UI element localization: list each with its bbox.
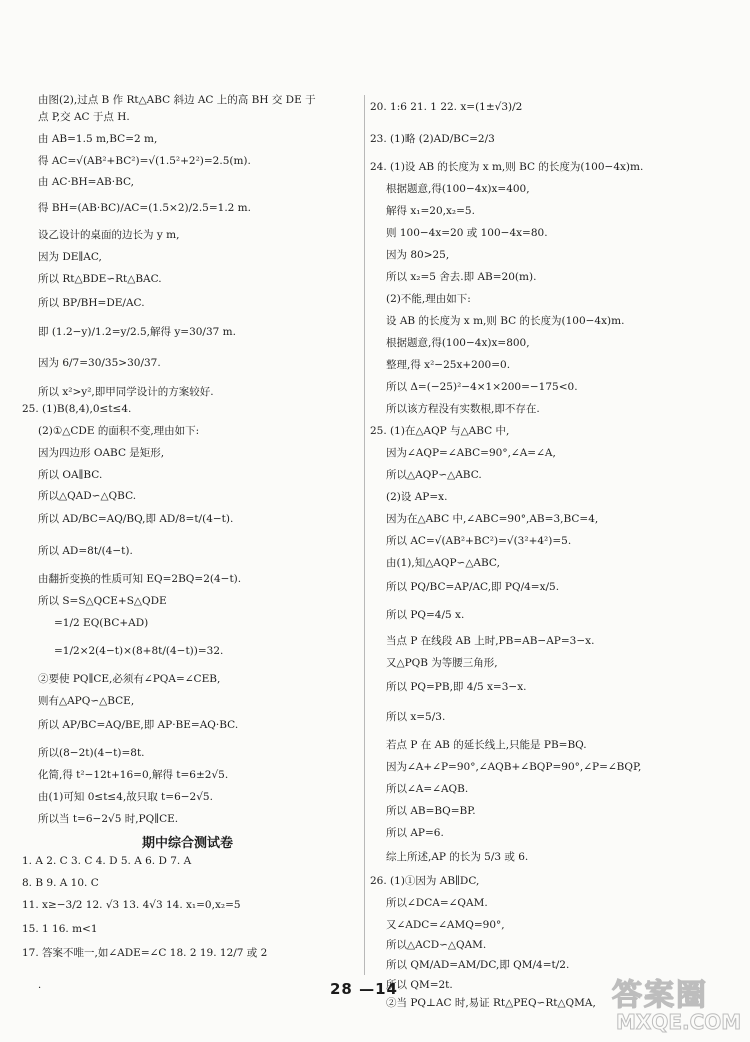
text-line: 因为∠A+∠P=90°,∠AQB+∠BQP=90°,∠P=∠BQP, — [386, 761, 642, 773]
answer-line: 15. 1 16. m<1 — [22, 923, 98, 935]
text-line: (2)不能,理由如下: — [386, 293, 471, 305]
text-line: 所以 x²>y²,即甲同学设计的方案较好. — [38, 386, 214, 398]
text-line: 所以∠DCA=∠QAM. — [386, 897, 488, 909]
text-line: 所以 AP/BC=AQ/BE,即 AP·BE=AQ·BC. — [38, 719, 239, 731]
text-line: 所以 QM=2t. — [386, 979, 453, 991]
column-divider — [364, 95, 365, 975]
answer-line: 8. B 9. A 10. C — [22, 877, 99, 889]
text-line: 由 AB=1.5 m,BC=2 m, — [38, 133, 158, 145]
text-line: 化简,得 t²−12t+16=0,解得 t=6±2√5. — [38, 769, 229, 781]
text-line: 综上所述,AP 的长为 5/3 或 6. — [386, 851, 529, 863]
text-line: 得 BH=(AB·BC)/AC=(1.5×2)/2.5=1.2 m. — [38, 202, 251, 214]
text-line: 所以 x=5/3. — [386, 711, 446, 723]
text-line: 得 AC=√(AB²+BC²)=√(1.5²+2²)=2.5(m). — [38, 155, 251, 167]
text-line: 所以 QM/AD=AM/DC,即 QM/4=t/2. — [386, 959, 570, 971]
text-line: 解得 x₁=20,x₂=5. — [386, 205, 475, 217]
text-line: 因为 DE∥AC, — [38, 251, 102, 263]
text-line: 23. (1)略 (2)AD/BC=2/3 — [370, 133, 495, 145]
text-line: 25. (1)在△AQP 与△ABC 中, — [370, 425, 510, 437]
text-line: =1/2×2(4−t)×(8+8t/(4−t))=32. — [54, 645, 224, 657]
page-dot: · — [38, 983, 42, 994]
answer-line: 1. A 2. C 3. C 4. D 5. A 6. D 7. A — [22, 855, 192, 867]
text-line: 所以 x₂=5 舍去.即 AB=20(m). — [386, 271, 537, 283]
text-line: 所以 PQ=PB,即 4/5 x=3−x. — [386, 681, 527, 693]
text-line: 所以△ACD∽△QAM. — [386, 939, 487, 951]
text-line: 所以 PQ=4/5 x. — [386, 609, 465, 621]
text-line: 所以 BP/BH=DE/AC. — [38, 297, 145, 309]
watermark-logo-text: 答案圈 — [612, 978, 708, 1013]
text-line: 所以当 t=6−2√5 时,PQ∥CE. — [38, 813, 179, 825]
text-line: 20. 1:6 21. 1 22. x=(1±√3)/2 — [370, 101, 523, 113]
text-line: 由图(2),过点 B 作 Rt△ABC 斜边 AC 上的高 BH 交 DE 于 — [38, 94, 316, 106]
text-line: 又∠ADC=∠AMQ=90°, — [386, 919, 505, 931]
text-line: 整理,得 x²−25x+200=0. — [386, 359, 511, 371]
text-line: 所以 AP=6. — [386, 827, 444, 839]
text-line: 所以 PQ/BC=AP/AC,即 PQ/4=x/5. — [386, 581, 560, 593]
text-line: 设 AB 的长度为 x m,则 BC 的长度为(100−4x)m. — [386, 315, 625, 327]
text-line: ②要使 PQ∥CE,必须有∠PQA=∠CEB, — [38, 673, 221, 685]
text-line: 所以(8−2t)(4−t)=8t. — [38, 747, 145, 759]
text-line: 点 P,交 AC 于点 H. — [38, 111, 130, 123]
text-line: ②当 PQ⊥AC 时,易证 Rt△PEQ∽Rt△QMA, — [386, 997, 596, 1009]
text-line: 因为四边形 OABC 是矩形, — [38, 447, 165, 459]
text-line: =1/2 EQ(BC+AD) — [54, 617, 149, 629]
text-line: 因为∠AQP=∠ABC=90°,∠A=∠A, — [386, 447, 556, 459]
text-line: 所以 AB=BQ=BP. — [386, 805, 476, 817]
answer-line: 17. 答案不唯一,如∠ADE=∠C 18. 2 19. 12/7 或 2 — [22, 947, 268, 959]
text-line: 即 (1.2−y)/1.2=y/2.5,解得 y=30/37 m. — [38, 326, 236, 338]
section-title: 期中综合测试卷 — [142, 836, 234, 851]
text-line: 24. (1)设 AB 的长度为 x m,则 BC 的长度为(100−4x)m. — [370, 161, 644, 173]
text-line: 所以 OA∥BC. — [38, 469, 103, 481]
text-line: 由(1)可知 0≤t≤4,故只取 t=6−2√5. — [38, 791, 213, 803]
text-line: 因为 80>25, — [386, 249, 450, 261]
text-line: 根据题意,得(100−4x)x=400, — [386, 183, 530, 195]
answer-line: 11. x≥−3/2 12. √3 13. 4√3 14. x₁=0,x₂=5 — [22, 899, 241, 911]
text-line: 由翻折变换的性质可知 EQ=2BQ=2(4−t). — [38, 573, 242, 585]
text-line: 又△PQB 为等腰三角形, — [386, 657, 498, 669]
text-line: 若点 P 在 AB 的延长线上,只能是 PB=BQ. — [386, 739, 587, 751]
text-line: 所以 AD/BC=AQ/BQ,即 AD/8=t/(4−t). — [38, 513, 234, 525]
watermark-logo — [612, 970, 747, 1040]
text-line: 因为在△ABC 中,∠ABC=90°,AB=3,BC=4, — [386, 513, 599, 525]
text-line: 所以 AC=√(AB²+BC²)=√(3²+4²)=5. — [386, 535, 572, 547]
text-line: 则 100−4x=20 或 100−4x=80. — [386, 227, 548, 239]
text-line: 则有△APQ∽△BCE, — [38, 695, 135, 707]
text-line: 26. (1)①因为 AB∥DC, — [370, 875, 480, 887]
text-line: (2)设 AP=x. — [386, 491, 448, 503]
text-line: 当点 P 在线段 AB 上时,PB=AB−AP=3−x. — [386, 635, 595, 647]
text-line: 25. (1)B(8,4),0≤t≤4. — [22, 403, 132, 415]
page-number: 28 —14 — [330, 980, 398, 998]
text-line: 根据题意,得(100−4x)x=800, — [386, 337, 530, 349]
text-line: 因为 6/7=30/35>30/37. — [38, 357, 161, 369]
text-line: 所以∠A=∠AQB. — [386, 783, 469, 795]
text-line: 所以 AD=8t/(4−t). — [38, 545, 133, 557]
text-line: 所以 S=S△QCE+S△QDE — [38, 595, 167, 607]
text-line: 所以该方程没有实数根,即不存在. — [386, 403, 540, 415]
text-line: 由(1),知△AQP∽△ABC, — [386, 557, 500, 569]
watermark-url: MXQE.COM — [616, 1010, 742, 1034]
text-line: (2)①△CDE 的面积不变,理由如下: — [38, 425, 200, 437]
text-line: 所以△AQP∽△ABC. — [386, 469, 482, 481]
text-line: 由 AC·BH=AB·BC, — [38, 176, 135, 188]
text-line: 所以 Δ=(−25)²−4×1×200=−175<0. — [386, 381, 578, 393]
text-line: 所以△QAD∽△QBC. — [38, 490, 137, 502]
text-line: 设乙设计的桌面的边长为 y m, — [38, 229, 180, 241]
text-line: 所以 Rt△BDE∽Rt△BAC. — [38, 273, 162, 285]
